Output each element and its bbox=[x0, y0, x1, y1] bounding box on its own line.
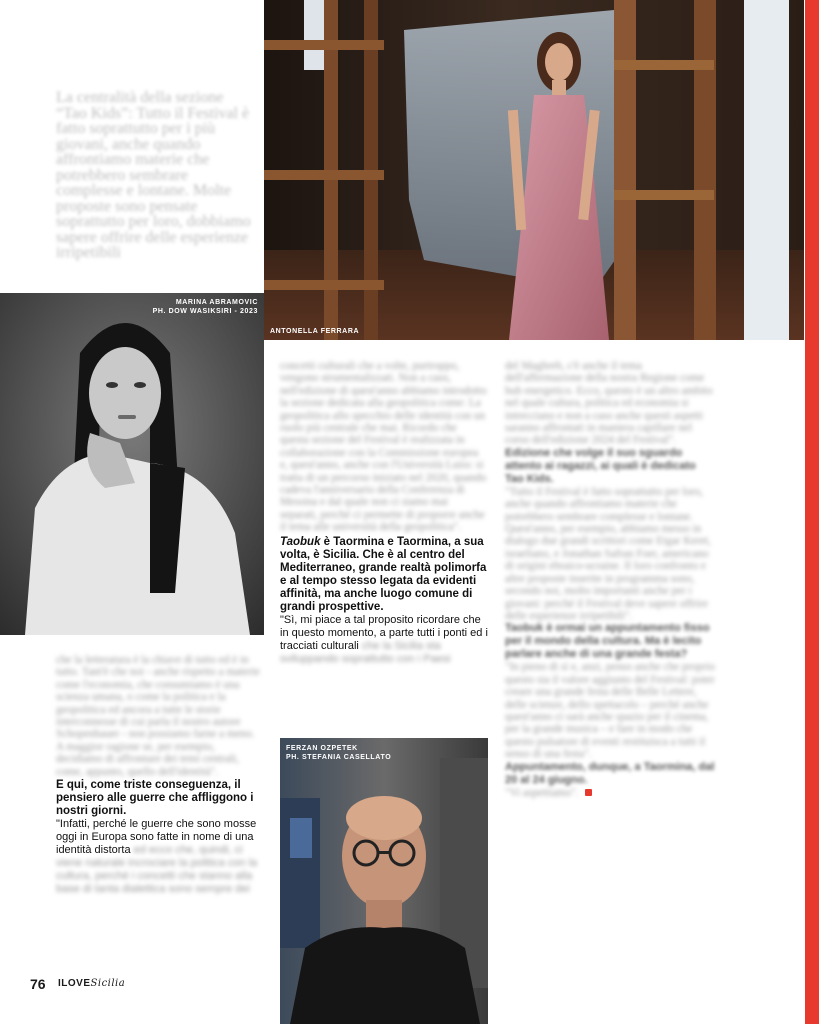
right-column bbox=[505, 360, 715, 799]
right-column-closing bbox=[505, 787, 715, 799]
photo-antonella-ferrara bbox=[264, 0, 804, 340]
right-column-closing-text: "Vi aspettiamo". bbox=[505, 786, 579, 799]
middle-column-answer-sharp: "Sì, mi piace a tal proposito ricordare che in questo momento, a parte tutti i ponti ed i tracciati culturali bbox=[280, 613, 488, 652]
magazine-logo-prefix: ILOVE bbox=[58, 978, 91, 989]
ferrara-photo-illustration bbox=[264, 0, 804, 340]
middle-column-answer-blurred: che la Sicilia sta sviluppando soprattutto con i Paesi bbox=[280, 639, 451, 665]
abramovic-photo-illustration bbox=[0, 293, 264, 635]
right-column-bold-2: Taobuk è ormai un appuntamento fisso per il mondo della cultura. Ma è lecito parlare anche di una grande festa? bbox=[505, 622, 710, 661]
photo-ferzan-ozpetek bbox=[280, 738, 488, 1024]
magazine-logo-script: Sicilia bbox=[90, 978, 126, 989]
photo-marina-abramovic bbox=[0, 293, 264, 635]
caption-abramovic-credit: PH. DOW WASIKSIRI - 2023 bbox=[152, 308, 258, 315]
right-column-blurred-3: "In pieno di sì e, anzi, penso anche che proprio questo sia il valore aggiunto del Festival: poter creare una grande festa delle Belle Lettere, delle scienze, dello spettacolo – perché anche quest'anno ci sarà anche spazio per il cinema, per la grande musica – e fare in modo che questo pulsatore di eventi restituisca a tutti il senso di una festa". bbox=[505, 661, 715, 761]
middle-column-question-rest: è Taormina e Taormina, a sua volta, è Sicilia. Che è al centro del Mediterraneo, grande realtà polimorfa e al tempo stesso legata da evidenti affinità, ma anche luogo comune di grandi prospettive. bbox=[280, 535, 487, 613]
caption-marina-abramovic bbox=[120, 298, 258, 316]
middle-column-answer bbox=[280, 614, 488, 666]
caption-ferzan-ozpetek bbox=[286, 744, 391, 762]
magazine-logo bbox=[58, 978, 125, 989]
caption-abramovic-name: MARINA ABRAMOVIC bbox=[175, 299, 258, 306]
middle-column-question bbox=[280, 536, 488, 614]
left-column-answer-blurred: ed ecco che, quindi, ci viene naturale incrociare la politica con la cultura, perché i concetti che stanno alla base di tanta dialettica sono sempre dei bbox=[56, 844, 258, 896]
accent-strip bbox=[805, 0, 819, 1024]
right-column-bold-3: Appuntamento, dunque, a Taormina, dal 20 al 24 giugno. bbox=[505, 760, 715, 786]
left-column-blurred-top: che la letteratura è la chiave di tutto ed è in tutto. Tant'è che noi - anche rispetto a materie come l'economia, che consumiamo è una scienza umana, o come la politica e la geopolitica ed ancora a tutte le storie interconnesse di cui parla il nostro autore Schopenhauer - non possiamo farne a meno. A maggior ragione se, per esempio, decidiamo di affrontare dei temi centrali, come, appunto, quello dell'identità". bbox=[56, 654, 260, 778]
right-column-blurred-1: del Maghreb, c'è anche il tema dell'affermazione della nostra Regione come hub energetico. Ecco, questo è un altro ambito nel quale cultura, politica ed economia si intrecciano e non a caso anche questi aspetti saranno affrontati in maniera capillare nel corso dell'edizione 2024 del Festival". bbox=[505, 360, 713, 447]
left-column bbox=[56, 654, 264, 896]
middle-column-blurred-top: concetti culturali che a volte, purtroppo, vengono strumentalizzati. Non a caso, nell'edizione di quest'anno abbiamo introdotto la sezione dedicata alla geopolitica come: La geopolitica allo specchio delle identità con un ruolo più centrale che mai. Ricordo che questa sezione del Festival è realizzata in collaborazione con la Commissione europea e, quest'anno, anche con l'Università Luiss: si tratta di un percorso iniziato nel 2020, quando cadeva l'anniversario della Conferenza di Messina e dal quale non ci siamo mai separati, perché ci permette di proporre anche il tema alle università della geopolitica". bbox=[280, 360, 487, 534]
ozpetek-photo-illustration bbox=[280, 738, 488, 1024]
left-column-answer bbox=[56, 818, 264, 896]
pull-quote: La centralità della sezione “Tao Kids”: Tutto il Festival è fatto soprattutto per i più giovani, anche quando affrontiamo materie che potrebbero sembrare complesse e lontane. Molte proposte sono pensate soprattutto per loro, dobbiamo sapere offrire delle esperienze irripetibili bbox=[56, 89, 251, 261]
right-column-bold-1: Edizione che volge il suo sguardo attento ai ragazzi, ai quali è dedicato Tao Kids. bbox=[505, 446, 696, 485]
left-column-question: E qui, come triste conseguenza, il pensiero alle guerre che affliggono i nostri giorni. bbox=[56, 779, 254, 818]
end-mark-icon bbox=[585, 789, 592, 796]
caption-ozpetek-name: FERZAN OZPETEK bbox=[286, 745, 358, 752]
left-column-answer-sharp: "Infatti, perché le guerre che sono mosse oggi in Europa sono fatte in nome di una identità distorta bbox=[56, 818, 257, 857]
page-number: 76 bbox=[30, 976, 46, 992]
caption-antonella-ferrara: ANTONELLA FERRARA bbox=[270, 328, 360, 335]
taobuk-italic: Taobuk bbox=[280, 535, 321, 548]
middle-column bbox=[280, 360, 488, 666]
caption-ozpetek-credit: PH. STEFANIA CASELLATO bbox=[286, 754, 392, 761]
right-column-blurred-2: "Tutto il Festival è fatto soprattutto per loro, anche quando affrontiamo materie che potrebbero sembrare complesse e lontane. Quest'anno, per esempio, abbiamo messo in dialogo due grandi scrittori come Etgar Keret, israeliano, e Jonathan Safran Foer, americano di origini ebraico-ucraine. Il loro confronto e altre proposte inserite in programma sono, secondo noi, molto importanti anche per i giovani: perché il Festival deve sapere offrire delle esperienze irripetibili". bbox=[505, 485, 711, 622]
